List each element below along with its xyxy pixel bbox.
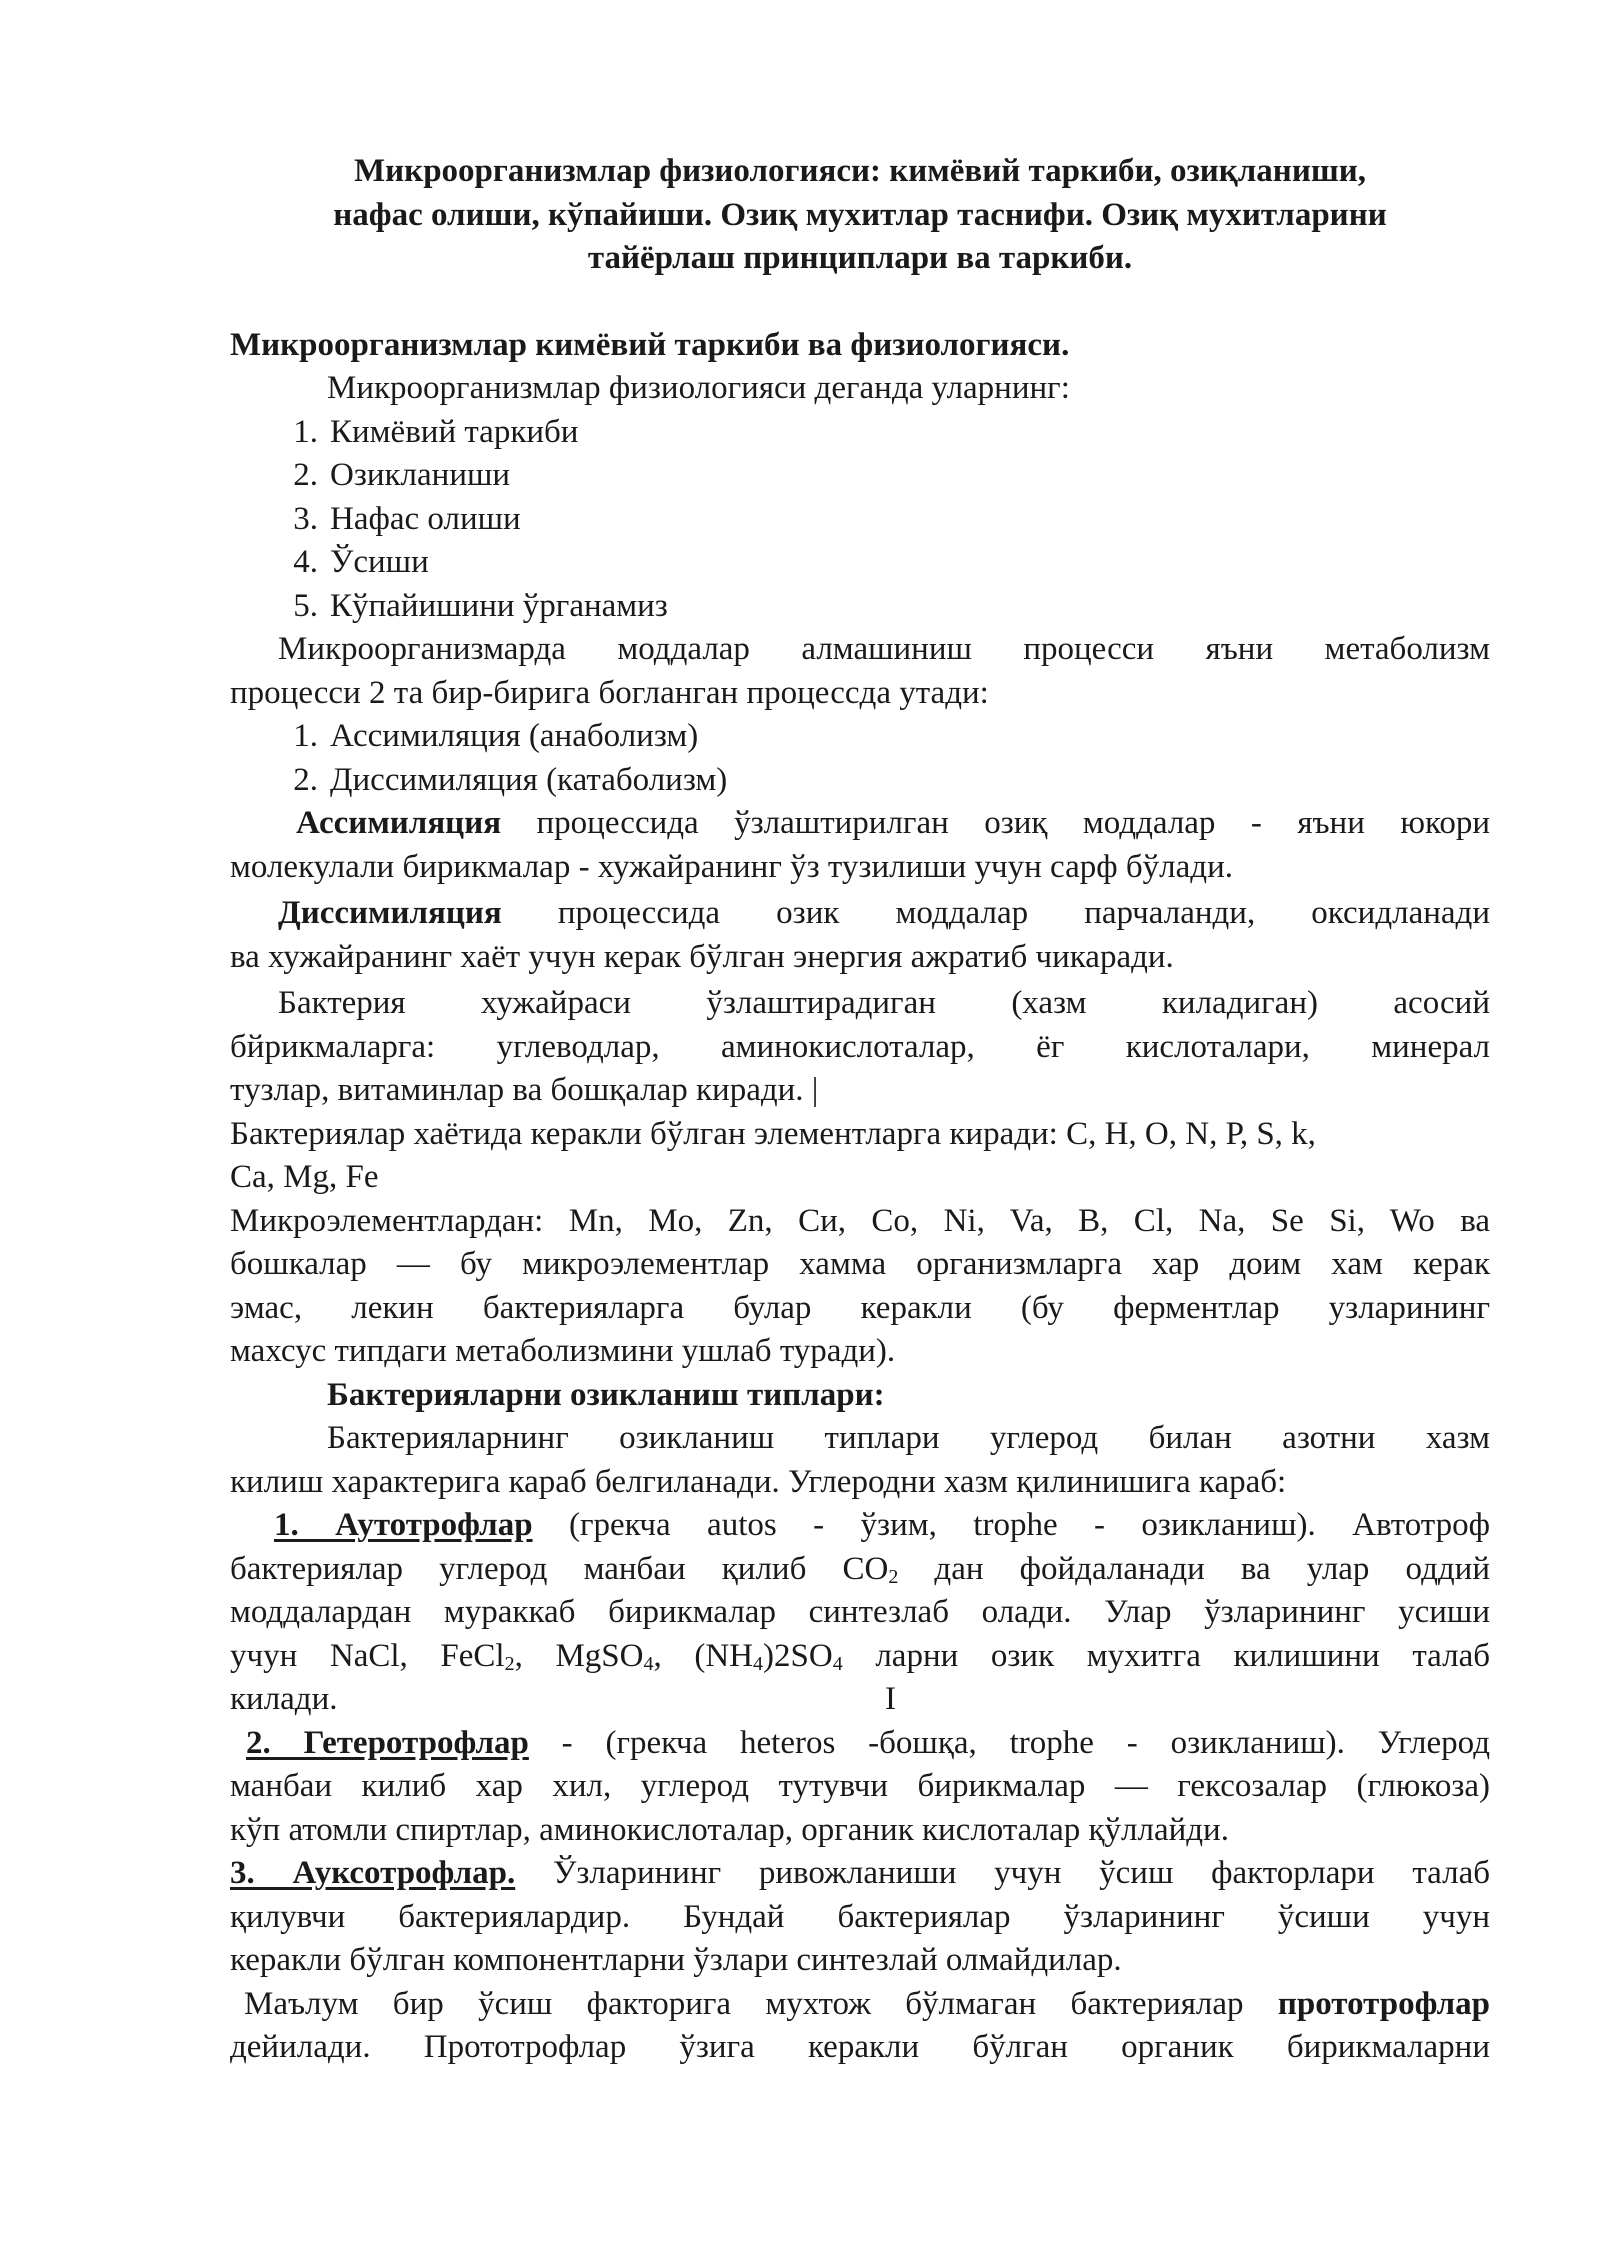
- list-item: [230, 454, 1490, 498]
- text-span: Ўзларининг ривожланиши учун ўсиш факторлари талаб: [515, 1855, 1491, 1891]
- text-line: Микроэлементлардан: Mn, Mo, Zn, Си, Co, Ni, Va, B, Cl, Na, Se Si, Wo ва: [230, 1202, 1490, 1239]
- text-line: ва хужайранинг хаёт учун керак бўлган энергия ажратиб чикаради.: [230, 938, 1174, 975]
- text-line: [230, 1983, 1490, 2027]
- text-line: керакли бўлган компонентларни ўзлари синтезлай олмайдилар.: [230, 1942, 1122, 1978]
- title-line: Микроорганизмлар физиологияси: кимёвий таркиби, озиқланиши,: [354, 153, 1366, 189]
- auxotrophs-paragraph: [230, 1852, 1490, 1983]
- text-line: бйрикмаларга: углеводлар, аминокислоталар, ёг кислоталари, минерал: [230, 1028, 1490, 1065]
- study-list: [230, 411, 1490, 629]
- nutrition-intro-paragraph: [230, 1417, 1490, 1504]
- subscript: 4: [753, 1652, 764, 1675]
- text-span: процессида озик моддалар парчаланди, оксидланади: [501, 895, 1490, 931]
- text-line: [230, 1635, 1490, 1679]
- nutrition-heading: Бактерияларни озикланиш типлари:: [327, 1376, 885, 1413]
- list-item: [230, 411, 1490, 455]
- prototrophs-paragraph: [230, 1983, 1490, 2070]
- list-text: Ўсиши: [330, 544, 429, 580]
- text-line: моддалардан мураккаб бирикмалар синтезлаб олади. Улар ўзларининг усиши: [230, 1594, 1490, 1630]
- intro-paragraph: Микроорганизмлар физиологияси деганда уларнинг:: [327, 370, 1070, 406]
- document-page: [230, 150, 1490, 2070]
- term-auxotrophs: 3. Ауксотрофлар.: [230, 1855, 516, 1891]
- text-span: ларни озик мухитга килишини талаб: [842, 1637, 1491, 1674]
- title-line: нафас олиши, кўпайиши. Озиқ мухитлар таснифи. Озиқ мухитларини: [333, 196, 1387, 233]
- list-number: 5.: [293, 587, 318, 624]
- text-line: Микроорганизмарда моддалар алмашиниш процесси яъни метаболизм: [278, 631, 1490, 667]
- text-span: процессида ўзлаштирилган озиқ моддалар - яъни юкори: [501, 805, 1490, 841]
- list-number: 1.: [293, 718, 318, 754]
- list-number: 2.: [293, 457, 318, 493]
- text-span: бактериялар углерод манбаи қилиб СО: [230, 1550, 889, 1587]
- list-item: [230, 715, 1490, 759]
- compounds-paragraph: [230, 982, 1490, 1113]
- term-prototrophs: прототрофлар: [1277, 1985, 1490, 2022]
- text-span: килади.: [230, 1681, 338, 1717]
- list-text: Кимёвий таркиби: [330, 413, 579, 450]
- list-item: [230, 585, 1490, 629]
- list-text: Ассимиляция (анаболизм): [330, 718, 699, 754]
- text-line: процесси 2 та бир-бирига богланган процессда утади:: [230, 674, 989, 711]
- document-title: [230, 150, 1490, 281]
- text-line: эмас, лекин бактерияларга булар керакли (бу ферментлар узларининг: [230, 1289, 1490, 1326]
- autotrophs-paragraph: [230, 1504, 1490, 1722]
- text-span: )2SO: [763, 1637, 833, 1674]
- text-line: [230, 892, 1490, 936]
- subscript: 2: [888, 1565, 899, 1588]
- section-heading: Микроорганизмлар кимёвий таркиби ва физиологияси.: [230, 326, 1070, 363]
- elements-paragraph: [230, 1113, 1490, 1200]
- list-item: [230, 759, 1490, 803]
- cursor-mark: I: [885, 1681, 896, 1717]
- text-span: учун NaCl, FeCl: [230, 1637, 505, 1674]
- text-line: манбаи килиб хар хил, углерод тутувчи бирикмалар — гексозалар (глюкоза): [230, 1768, 1490, 1804]
- text-line: килиш характерига караб белгиланади. Углеродни хазм қилинишига караб:: [230, 1463, 1287, 1500]
- text-span: , MgSO: [514, 1637, 644, 1674]
- list-text: Озикланиши: [330, 457, 511, 493]
- text-line: [230, 1852, 1490, 1896]
- list-number: 3.: [293, 500, 318, 537]
- text-line: дейилади. Прототрофлар ўзига керакли бўлган органик бирикмаларни: [230, 2029, 1490, 2065]
- metabolism-list: [230, 715, 1490, 802]
- subscript: 4: [643, 1652, 654, 1675]
- term-dissimilation: Диссимиляция: [278, 895, 502, 931]
- term-heterotrophs: 2. Гетеротрофлар: [246, 1724, 529, 1761]
- text-span: , (NH: [653, 1637, 754, 1674]
- list-text: Диссимиляция (катаболизм): [330, 761, 728, 798]
- list-item: [230, 541, 1490, 585]
- text-line: [230, 1678, 1490, 1722]
- list-number: 4.: [293, 544, 318, 580]
- text-line: Бактерияларнинг озикланиш типлари углерод билан азотни хазм: [327, 1420, 1490, 1456]
- microelements-paragraph: [230, 1200, 1490, 1374]
- list-text: Нафас олиши: [330, 500, 521, 537]
- subscript: 4: [832, 1652, 843, 1675]
- dissimilation-paragraph: [230, 892, 1490, 979]
- title-line: тайёрлаш принциплари ва таркиби.: [587, 240, 1133, 276]
- text-line: махсус типдаги метаболизмини ушлаб туради).: [230, 1333, 896, 1369]
- list-number: 2.: [293, 761, 318, 798]
- text-line: Са, Mg, Fe: [230, 1159, 379, 1195]
- text-line: кўп атомли спиртлар, аминокислоталар, органик кислоталар қўллайди.: [230, 1811, 1229, 1848]
- list-text: Кўпайишини ўрганамиз: [330, 587, 668, 624]
- text-line: Бактериялар хаётида керакли бўлган элементларга киради: С, Н, О, N, Р, S, k,: [230, 1115, 1316, 1152]
- text-span: - (грекча heteros -бошқа, trophe - озикланиш). Углерод: [528, 1724, 1490, 1761]
- list-item: [230, 498, 1490, 542]
- text-span: (грекча autos - ўзим, trophe - озикланиш). Автотроф: [532, 1507, 1490, 1543]
- text-span: Маълум бир ўсиш факторига мухтож бўлмаган бактериялар: [244, 1985, 1278, 2022]
- term-assimilation: Ассимиляция: [296, 805, 502, 841]
- text-line: [230, 1722, 1490, 1766]
- term-autotrophs: 1. Аутотрофлар: [274, 1507, 533, 1543]
- text-line: [230, 802, 1490, 846]
- text-line: тузлар, витаминлар ва бошқалар киради. |: [230, 1072, 819, 1108]
- subscript: 2: [504, 1652, 515, 1675]
- text-line: қилувчи бактериялардир. Бундай бактериялар ўзларининг ўсиши учун: [230, 1898, 1490, 1935]
- text-line: [230, 1548, 1490, 1592]
- text-line: [230, 1504, 1490, 1548]
- text-line: Бактерия хужайраси ўзлаштирадиган (хазм киладиган) асосий: [278, 985, 1490, 1021]
- heterotrophs-paragraph: [230, 1722, 1490, 1853]
- text-line: бошкалар — бу микроэлементлар хамма организмларга хар доим хам керак: [230, 1246, 1490, 1282]
- list-number: 1.: [293, 413, 318, 450]
- text-span: дан фойдаланади ва улар оддий: [898, 1550, 1490, 1587]
- text-line: молекулали бирикмалар - хужайранинг ўз тузилиши учун сарф бўлади.: [230, 848, 1233, 885]
- metabolism-paragraph: [230, 628, 1490, 715]
- assimilation-paragraph: [230, 802, 1490, 889]
